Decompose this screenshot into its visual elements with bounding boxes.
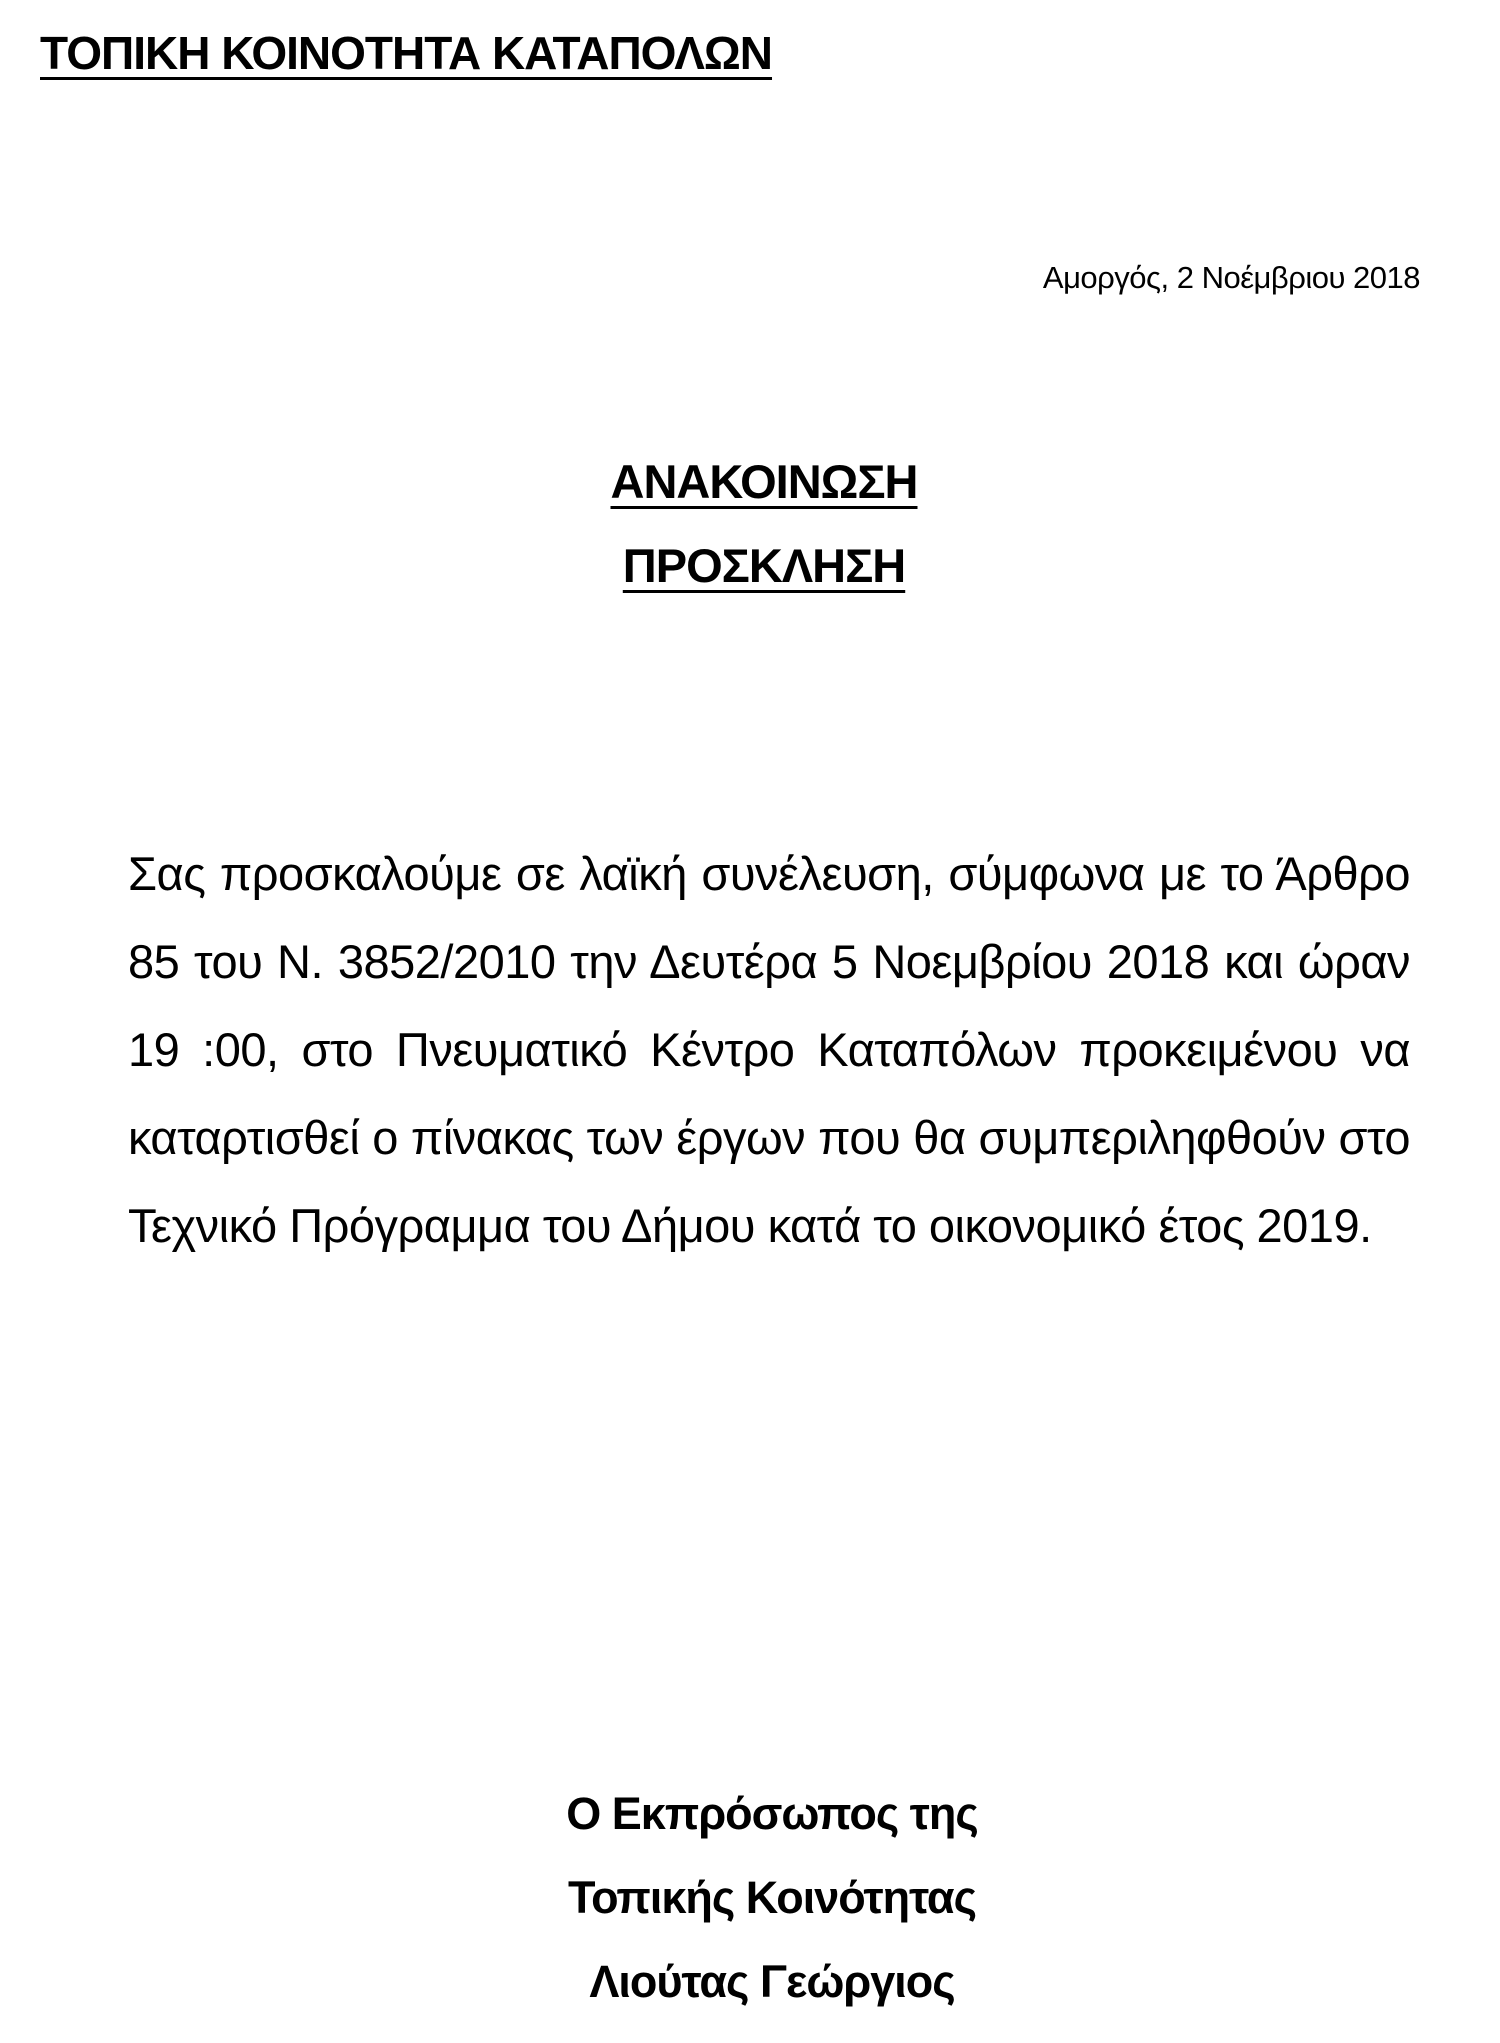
signature-organization: Τοπικής Κοινότητας (567, 1872, 976, 1923)
community-title: ΤΟΠΙΚΗ ΚΟΙΝΟΤΗΤΑ ΚΑΤΑΠΟΛΩΝ (40, 27, 773, 79)
document-date: Αμοργός, 2 Νοέμβριου 2018 (1042, 260, 1420, 295)
heading-invitation: ΠΡΟΣΚΛΗΣΗ (622, 539, 906, 592)
invitation-body-text: Σας προσκαλούμε σε λαϊκή συνέλευση, σύμφωνα με το Άρθρο 85 του Ν. 3852/2010 την Δευτέρα 5 Νοεμβρίου 2018 και ώραν 19 :00, στο Πνευματικό Κέντρο Καταπόλων προκειμένου να καταρτισθεί ο πίνακας των έργων που θα συμπεριληφθούν στο Τεχνικό Πρόγραμμα του Δήμου κατά το οικονομικό έτος 2019. (128, 847, 1410, 1252)
heading-announcement: ΑΝΑΚΟΙΝΩΣΗ (610, 455, 918, 508)
signature-role: Ο Εκπρόσωπος της (566, 1788, 978, 1839)
signature-name: Λιούτας Γεώργιος (589, 1956, 955, 2007)
